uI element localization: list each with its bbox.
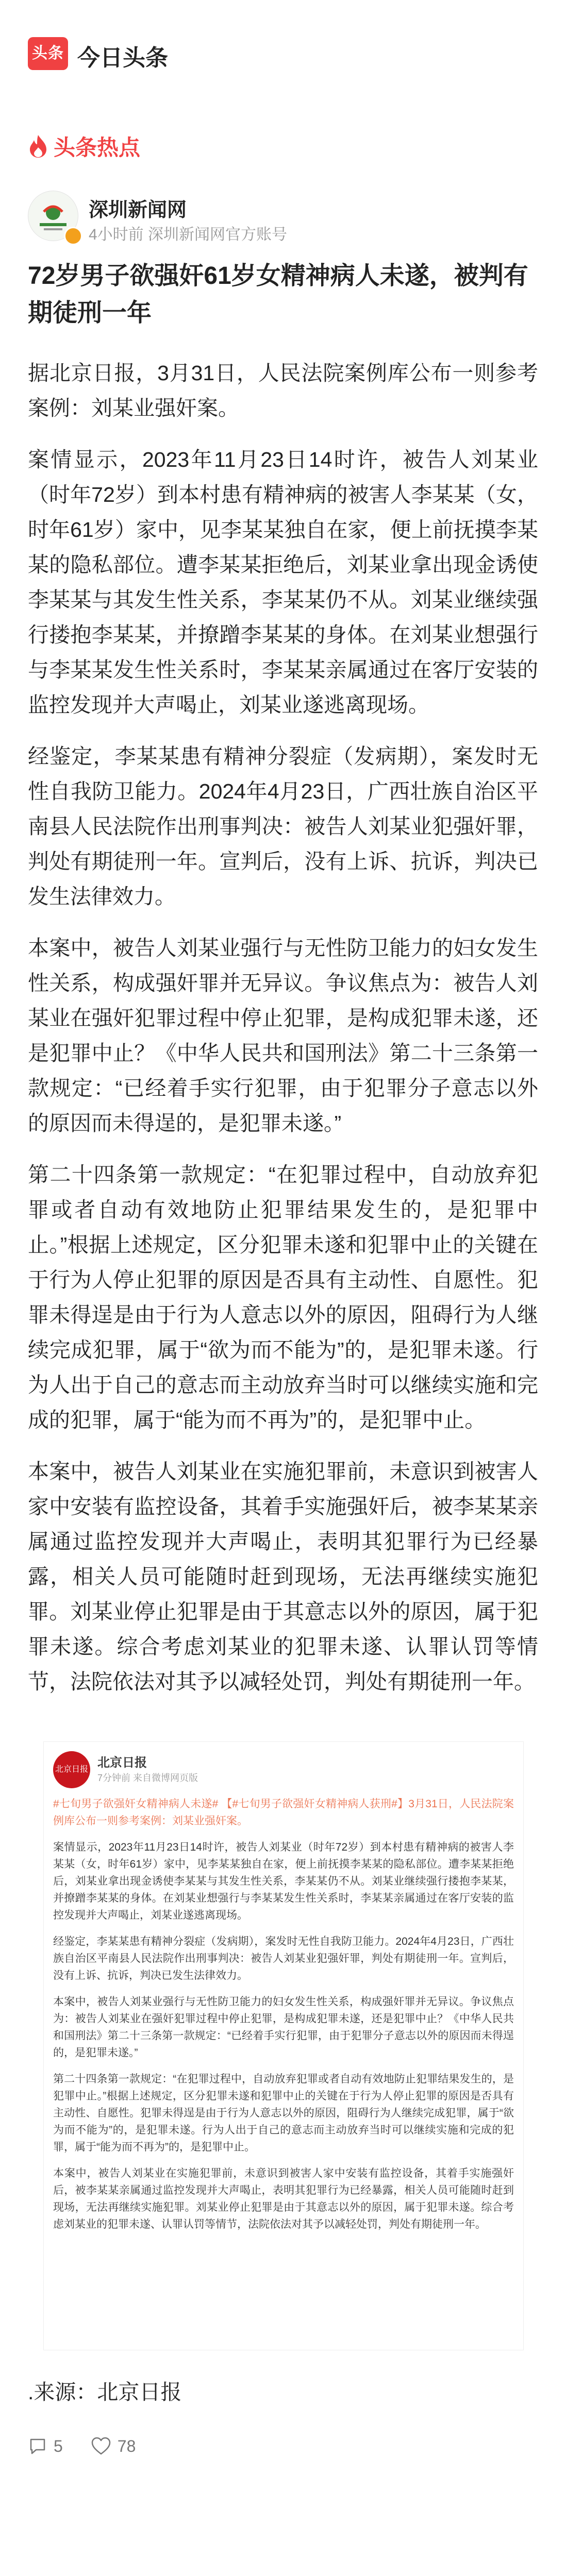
- article-paragraph: 本案中，被告人刘某业在实施犯罪前，未意识到被害人家中安装有监控设备，其着手实施强奸后，被李某某亲属通过监控发现并大声喝止，表明其犯罪行为已经暴露，相关人员可能随时赶到现场，无法再继续实施犯罪。刘某业停止犯罪是由于其意志以外的原因，属于犯罪未遂。综合考虑刘某业的犯罪未遂、认罪认罚等情节，法院依法对其予以减轻处罚，判处有期徒刑一年。: [28, 1460, 538, 1693]
- embedded-tag-line: #七旬男子欲强奸女精神病人未遂# 【#七旬男子欲强奸女精神病人获刑#】3月31日，人民法院案例库公布一则参考案例：刘某业强奸案。: [53, 1798, 514, 1827]
- like-count: 78: [117, 2436, 136, 2455]
- embedded-paragraph: 本案中，被告人刘某业在实施犯罪前，未意识到被害人家中安装有监控设备，其着手实施强奸后，被李某某亲属通过监控发现并大声喝止，表明其犯罪行为已经暴露，相关人员可能随时赶到现场，无法再继续实施犯罪。刘某业停止犯罪是由于其意志以外的原因，属于犯罪未遂。综合考虑刘某业的犯罪未遂、认罪认罚等情节，法院依法对其予以减轻处罚，判处有期徒刑一年。: [53, 2167, 514, 2230]
- embedded-paragraph: 案情显示，2023年11月23日14时许，被告人刘某业（时年72岁）到本村患有精神病的被害人李某某（女，时年61岁）家中，见李某某独自在家，便上前抚摸李某某的隐私部位。遭李某某拒绝后，刘某业拿出现金诱使李某某与其发生性关系，李某某仍不从。刘某业继续强行搂抱李某某，并撩蹭李某某的身体。在刘某业想强行与李某某发生性关系时，李某某亲属通过在客厅安装的监控发现并大声喝止，刘某业遂逃离现场。: [53, 1841, 514, 1921]
- comment-count: 5: [54, 2436, 63, 2455]
- embedded-paragraph: 经鉴定，李某某患有精神分裂症（发病期），案发时无性自我防卫能力。2024年4月23日，广西壮族自治区平南县人民法院作出刑事判决：被告人刘某业犯强奸罪，判处有期徒刑一年。宣判后，没有上诉、抗诉，判决已发生法律效力。: [53, 1936, 514, 1981]
- hot-section-header[interactable]: [28, 131, 140, 162]
- verified-badge-icon: [64, 227, 82, 245]
- embedded-body: [53, 1795, 514, 2242]
- embedded-meta: 7分钟前 来自微博网页版: [97, 1773, 198, 1783]
- embedded-avatar: 北京日报: [53, 1751, 90, 1788]
- article-body: [28, 355, 538, 1716]
- fire-icon: [28, 134, 48, 159]
- embedded-author-name: 北京日报: [97, 1756, 147, 1770]
- embedded-paragraph: 第二十四条第一款规定：“在犯罪过程中，自动放弃犯罪或者自动有效地防止犯罪结果发生的，是犯罪中止。”根据上述规定，区分犯罪未遂和犯罪中止的关键在于行为人停止犯罪的原因是否具有主动性、自愿性。犯罪未得逞是由于行为人意志以外的原因，阻碍行为人继续完成犯罪，属于“欲为而不能为”的，是犯罪未遂。行为人出于自己的意志而主动放弃当时可以继续实施和完成的犯罪，属于“能为而不再为”的，是犯罪中止。: [53, 2073, 514, 2153]
- source-name[interactable]: 深圳新闻网: [89, 199, 187, 221]
- article-paragraph: 本案中，被告人刘某业强行与无性防卫能力的妇女发生性关系，构成强奸罪并无异议。争议焦点为：被告人刘某业在强奸犯罪过程中停止犯罪，是构成犯罪未遂，还是犯罪中止？《中华人民共和国刑法》第二十三条第一款规定：“已经着手实行犯罪，由于犯罪分子意志以外的原因而未得逞的，是犯罪未遂。”: [28, 936, 538, 1135]
- article-paragraph: 据北京日报，3月31日，人民法院案例库公布一则参考案例：刘某业强奸案。: [28, 361, 538, 420]
- embedded-post-image[interactable]: [43, 1741, 524, 2350]
- article-paragraph: 经鉴定，李某某患有精神分裂症（发病期），案发时无性自我防卫能力。2024年4月23日，广西壮族自治区平南县人民法院作出刑事判决：被告人刘某业犯强奸罪，判处有期徒刑一年。宣判后，没有上诉、抗诉，判决已发生法律效力。: [28, 744, 538, 908]
- source-account[interactable]: [28, 191, 538, 247]
- heart-icon: [91, 2436, 111, 2456]
- action-bar: [28, 2431, 163, 2462]
- article-title: 72岁男子欲强奸61岁女精神病人未遂，被判有期徒刑一年: [28, 262, 528, 327]
- top-bar: [0, 0, 566, 105]
- app-logo: 头条: [28, 37, 68, 70]
- embedded-paragraph: 本案中，被告人刘某业强行与无性防卫能力的妇女发生性关系，构成强奸罪并无异议。争议焦点为：被告人刘某业在强奸犯罪过程中停止犯罪，是构成犯罪未遂，还是犯罪中止？《中华人民共和国刑法》第二十三条第一款规定：“已经着手实行犯罪，由于犯罪分子意志以外的原因而未得逞的，是犯罪未遂。”: [53, 1996, 514, 2059]
- like-button[interactable]: [91, 2436, 136, 2456]
- article-paragraph: 案情显示，2023年11月23日14时许，被告人刘某业（时年72岁）到本村患有精神病的被害人李某某（女，时年61岁）家中，见李某某独自在家，便上前抚摸李某某的隐私部位。遭李某某拒绝后，刘某业拿出现金诱使李某某与其发生性关系，李某某仍不从。刘某业继续强行搂抱李某某，并撩蹭李某某的身体。在刘某业想强行与李某某发生性关系时，李某某亲属通过在客厅安装的监控发现并大声喝止，刘某业遂逃离现场。: [28, 448, 538, 717]
- comment-button[interactable]: [28, 2436, 63, 2456]
- article-source-note: .来源：北京日报: [28, 2380, 182, 2404]
- hot-section-label: 头条热点: [54, 135, 141, 160]
- source-meta: 4小时前 深圳新闻网官方账号: [89, 226, 288, 243]
- app-name: 今日头条: [77, 45, 168, 71]
- comment-icon: [28, 2436, 47, 2456]
- article-paragraph: 第二十四条第一款规定：“在犯罪过程中，自动放弃犯罪或者自动有效地防止犯罪结果发生的，是犯罪中止。”根据上述规定，区分犯罪未遂和犯罪中止的关键在于行为人停止犯罪的原因是否具有主动性、自愿性。犯罪未得逞是由于行为人意志以外的原因，阻碍行为人继续完成犯罪，属于“欲为而不能为”的，是犯罪未遂。行为人出于自己的意志而主动放弃当时可以继续实施和完成的犯罪，属于“能为而不再为”的，是犯罪中止。: [28, 1163, 538, 1432]
